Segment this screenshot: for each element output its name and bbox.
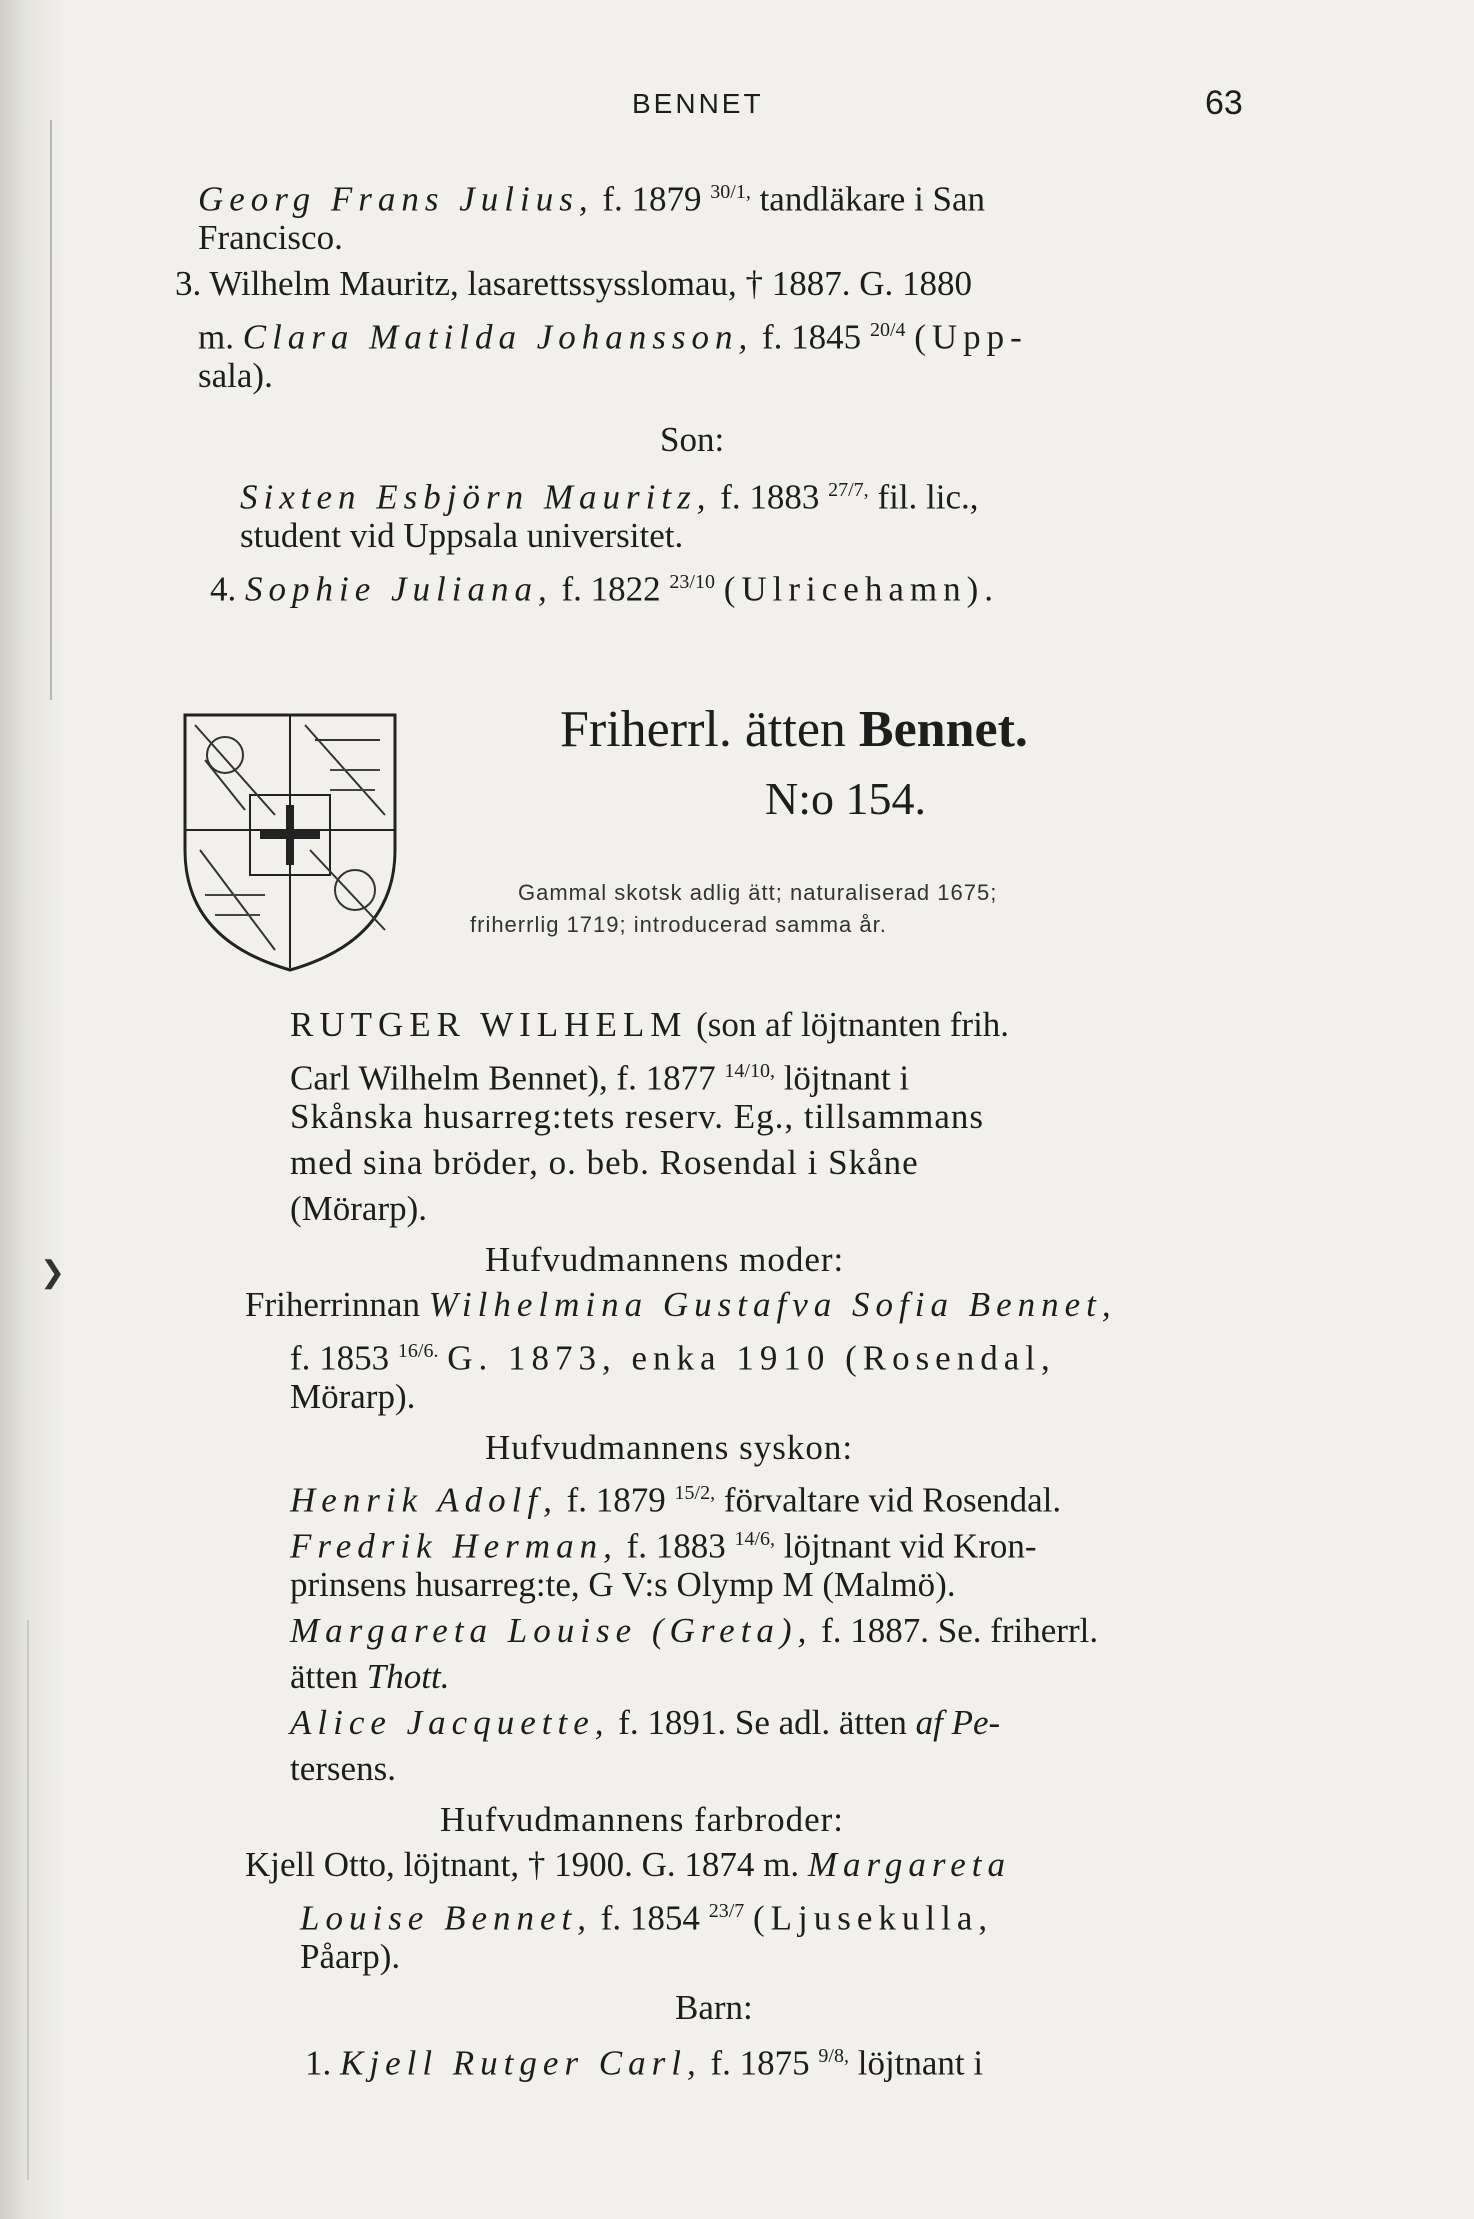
- moder-line2: f. 1853 $^{16/6.}$ G. 1873, enka 1910 (Rosendal,: [290, 1338, 1056, 1378]
- page-number: 63: [1205, 84, 1243, 122]
- family-number: N:o 154.: [765, 773, 926, 824]
- syskon-margareta: Margareta Louise (Greta), f. 1887. Se. friherrl.: [290, 1611, 1099, 1650]
- farbroder-line3: Påarp).: [300, 1937, 401, 1976]
- moder-line3: Mörarp).: [290, 1377, 416, 1416]
- entry-sixten-cont: student vid Uppsala universitet.: [240, 516, 684, 555]
- entry-wilhelm-spouse: m. Clara Matilda Johansson, f. 1845 $^{20/4}$ (Upp-: [198, 317, 1028, 357]
- gutter-shadow-line: [27, 1620, 29, 2180]
- syskon-alice: Alice Jacquette, f. 1891. Se adl. ätten af Pe-: [290, 1703, 1001, 1742]
- farbroder-heading: Hufvudmannens farbroder:: [440, 1800, 845, 1839]
- entry-sophie: 4. Sophie Juliana, f. 1822 $^{23/10}$ (Ulricehamn).: [210, 569, 999, 609]
- syskon-henrik: Henrik Adolf, f. 1879 $^{15/2,}$ förvaltare vid Rosendal.: [290, 1480, 1062, 1520]
- entry-georg-cont: Francisco.: [198, 218, 343, 257]
- margin-mark: ❯: [40, 1256, 66, 1289]
- rutger-line1: RUTGER WILHELM (son af löjtnanten frih.: [290, 1005, 1010, 1044]
- family-note-line1: Gammal skotsk adlig ätt; naturaliserad 1675;: [518, 880, 998, 905]
- syskon-margareta-cont: ätten Thott.: [290, 1657, 450, 1696]
- syskon-alice-cont: tersens.: [290, 1749, 396, 1788]
- rutger-line2: Carl Wilhelm Bennet), f. 1877 $^{14/10,}$ löjtnant i: [290, 1058, 910, 1098]
- rutger-line5: (Mörarp).: [290, 1189, 428, 1228]
- moder-line1: Friherrinnan Wilhelmina Gustafva Sofia Bennet,: [245, 1285, 1117, 1324]
- family-title: Friherrl. ätten Bennet.: [560, 701, 1028, 758]
- barn-kjell: 1. Kjell Rutger Carl, f. 1875 $^{9/8,}$ löjtnant i: [305, 2043, 984, 2083]
- moder-heading: Hufvudmannens moder:: [485, 1240, 845, 1279]
- rutger-line3: Skånska husarreg:tets reserv. Eg., tillsammans: [290, 1097, 984, 1136]
- syskon-fredrik: Fredrik Herman, f. 1883 $^{14/6,}$ löjtnant vid Kron-: [290, 1526, 1037, 1566]
- entry-georg: Georg Frans Julius, f. 1879 $^{30/1,}$ tandläkare i San: [198, 179, 986, 219]
- son-heading: Son:: [660, 420, 725, 459]
- farbroder-line2: Louise Bennet, f. 1854 $^{23/7}$ (Ljusekulla,: [300, 1898, 994, 1938]
- running-header: BENNET: [632, 88, 764, 119]
- book-gutter-edge: [0, 0, 70, 2219]
- coat-of-arms-icon: [165, 700, 415, 975]
- family-note-line2: friherrlig 1719; introducerad samma år.: [470, 912, 887, 937]
- farbroder-line1: Kjell Otto, löjtnant, † 1900. G. 1874 m. Margareta: [245, 1845, 1011, 1884]
- entry-sixten: Sixten Esbjörn Mauritz, f. 1883 $^{27/7,}$ fil. lic.,: [240, 477, 979, 517]
- syskon-fredrik-cont: prinsens husarreg:te, G V:s Olymp M (Malmö).: [290, 1565, 956, 1604]
- entry-wilhelm-cont: sala).: [198, 356, 273, 395]
- rutger-line4: med sina bröder, o. beb. Rosendal i Skåne: [290, 1143, 919, 1182]
- gutter-shadow-line: [50, 120, 52, 700]
- syskon-heading: Hufvudmannens syskon:: [485, 1428, 854, 1467]
- entry-wilhelm: 3. Wilhelm Mauritz, lasarettssysslomau, † 1887. G. 1880: [175, 264, 973, 303]
- barn-heading: Barn:: [675, 1988, 753, 2027]
